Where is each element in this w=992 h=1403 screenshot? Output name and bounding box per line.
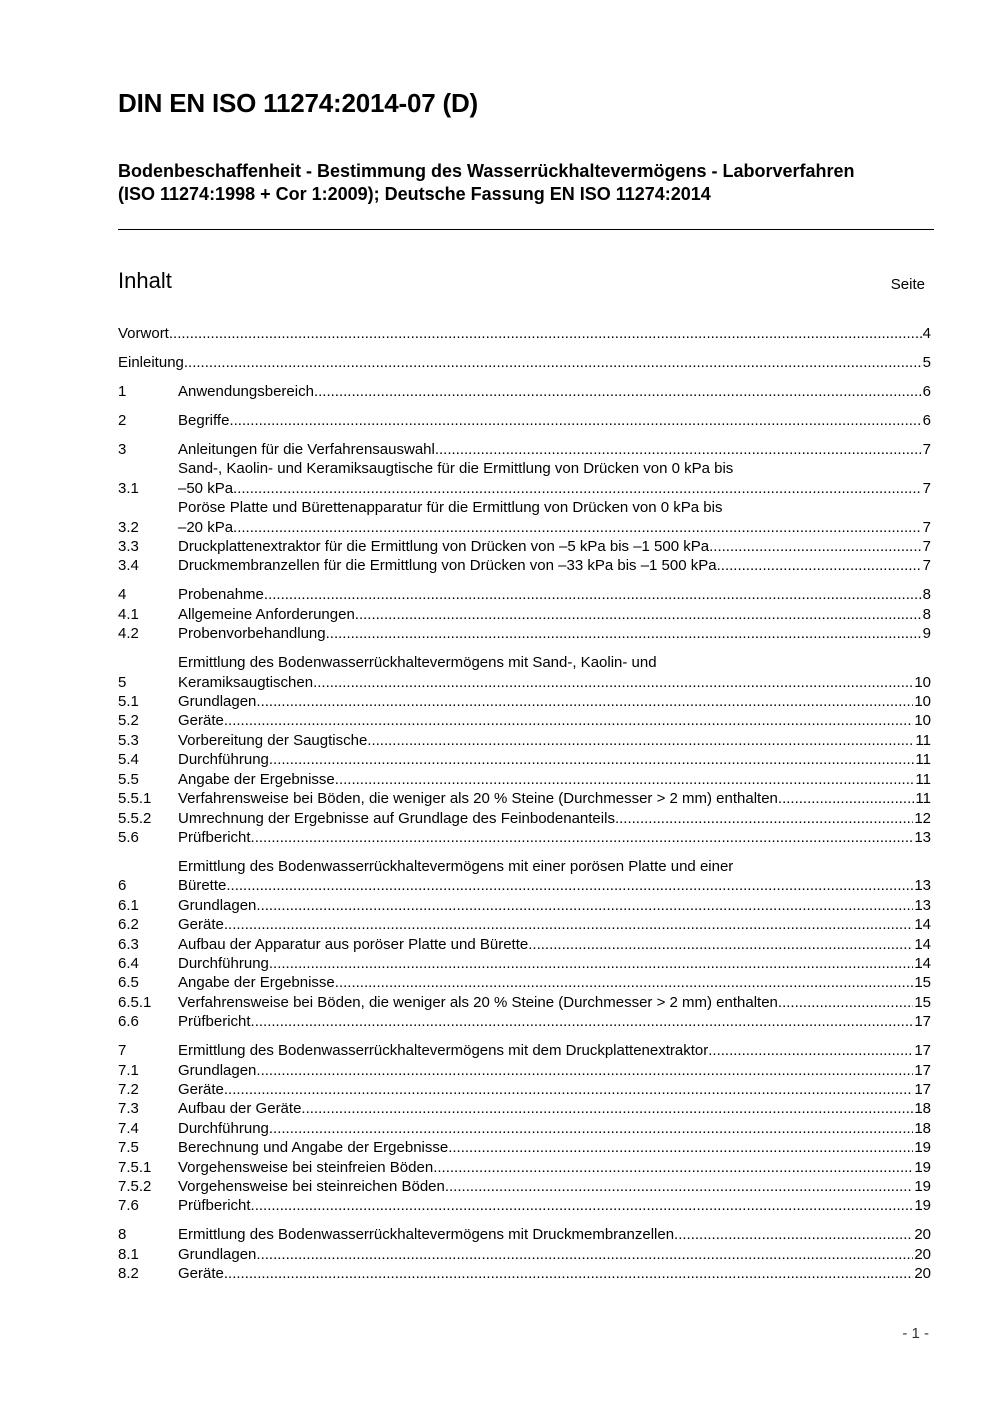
toc-entry-title: Geräte	[178, 1265, 224, 1283]
toc-entry-page: 13	[914, 877, 931, 895]
toc-entry-title: Sand-, Kaolin- und Keramiksaugtische für die Ermittlung von Drücken von 0 kPa bis	[178, 460, 734, 478]
toc-entry[interactable]	[118, 382, 931, 401]
toc-entry-page: 11	[915, 751, 931, 769]
toc-entry-number: 6.5.1	[118, 993, 152, 1011]
toc-entry-title-continued: –50 kPa	[178, 479, 234, 497]
toc-entry-title-continued: Keramiksaugtischen	[178, 673, 314, 691]
toc-entry-page: 14	[914, 954, 931, 972]
toc-dot-leader	[448, 1138, 913, 1157]
toc-entry-number: 7.5.1	[118, 1158, 152, 1176]
toc-entry[interactable]	[118, 828, 931, 847]
toc-entry[interactable]	[118, 498, 931, 537]
toc-dot-leader	[224, 1264, 913, 1283]
toc-entry[interactable]	[118, 789, 931, 808]
toc-entry[interactable]	[118, 1138, 931, 1157]
toc-entry-title: Anwendungsbereich	[178, 383, 314, 400]
toc-entry-number: 5.4	[118, 751, 139, 769]
page-number: - 1 -	[902, 1325, 929, 1342]
toc-entry-title: Prüfbericht	[178, 1197, 251, 1215]
toc-entry-title: Aufbau der Apparatur aus poröser Platte und Bürette	[178, 935, 529, 953]
toc-entry-number: 8.2	[118, 1265, 139, 1283]
toc-entry-title: Ermittlung des Bodenwasserrückhaltevermögens mit einer porösen Platte und einer	[178, 857, 734, 875]
toc-entry-page: 7	[922, 518, 931, 536]
toc-dot-leader	[256, 896, 913, 915]
toc-dot-leader	[264, 585, 922, 604]
toc-entry-page: 20	[914, 1245, 931, 1263]
toc-entry-number: 3.1	[118, 479, 139, 497]
toc-entry[interactable]	[118, 1099, 931, 1118]
toc-dot-leader	[313, 673, 913, 692]
toc-entry-page: 7	[922, 441, 931, 458]
toc-dot-leader	[233, 479, 922, 498]
toc-entry-number: 6	[118, 877, 127, 895]
toc-entry-page: 9	[922, 625, 931, 643]
toc-dot-leader	[269, 954, 913, 973]
toc-entry-number: 6.5	[118, 974, 139, 992]
toc-entry-number: 5.6	[118, 828, 139, 846]
toc-entry-number: 6.1	[118, 896, 139, 914]
toc-dot-leader	[226, 876, 913, 895]
toc-entry-number: 1	[118, 383, 127, 400]
toc-entry[interactable]	[118, 1264, 931, 1283]
toc-page-column-heading: Seite	[890, 276, 925, 293]
toc-entry-number: 7.5.2	[118, 1178, 152, 1195]
toc-entry-number: 4.1	[118, 605, 139, 623]
toc-entry-page: 7	[922, 479, 931, 497]
toc-entry-number: 3.3	[118, 538, 139, 556]
toc-entry-page: 7	[922, 538, 931, 556]
toc-entry-page: 19	[914, 1197, 931, 1215]
toc-dot-leader	[256, 1061, 913, 1080]
toc-dot-leader	[184, 353, 922, 372]
toc-entry-title: Angabe der Ergebnisse	[178, 770, 335, 788]
toc-heading: Inhalt	[118, 268, 172, 293]
toc-dot-leader	[326, 624, 922, 643]
toc-dot-leader	[355, 605, 922, 624]
toc-entry[interactable]	[118, 1177, 931, 1196]
toc-entry-number: 4	[118, 586, 127, 604]
toc-dot-leader	[224, 1080, 913, 1099]
toc-entry-title: Verfahrensweise bei Böden, die weniger als 20 % Steine (Durchmesser > 2 mm) enthalten	[178, 993, 778, 1011]
toc-entry-number: 7.2	[118, 1080, 139, 1098]
toc-entry-title: Durchführung	[178, 1119, 269, 1137]
toc-entry-page: 15	[914, 974, 931, 992]
toc-entry[interactable]	[118, 770, 931, 789]
toc-entry-number: 3.2	[118, 518, 139, 536]
toc-entry[interactable]	[118, 935, 931, 954]
toc-entry-number: 6.3	[118, 935, 139, 953]
toc-entry[interactable]	[118, 692, 931, 711]
toc-entry-page: 14	[914, 935, 931, 953]
toc-entry-number: 5.2	[118, 712, 139, 730]
toc-entry-title-continued: –20 kPa	[178, 518, 234, 536]
toc-entry[interactable]	[118, 750, 931, 769]
toc-entry[interactable]	[118, 353, 931, 372]
title-divider	[118, 229, 934, 230]
toc-dot-leader	[314, 382, 922, 401]
toc-entry-title: Ermittlung des Bodenwasserrückhaltevermögens mit dem Druckplattenextraktor	[178, 1042, 709, 1060]
toc-dot-leader	[674, 1225, 913, 1244]
toc-entry[interactable]	[118, 653, 931, 692]
toc-entry-page: 11	[915, 790, 931, 808]
toc-entry[interactable]	[118, 1225, 931, 1244]
toc-entry-number: 5.1	[118, 693, 139, 711]
toc-entry-number: 5.5.2	[118, 809, 152, 827]
toc-entry-number: 5	[118, 673, 127, 691]
toc-entry-title: Poröse Platte und Bürettenapparatur für die Ermittlung von Drücken von 0 kPa bis	[178, 499, 723, 517]
toc-entry-title: Einleitung	[118, 354, 184, 371]
toc-entry[interactable]	[118, 624, 931, 643]
toc-entry-page: 17	[914, 1042, 931, 1060]
toc-entry[interactable]	[118, 440, 931, 459]
toc-entry-page: 20	[914, 1265, 931, 1283]
toc-entry-page: 17	[914, 1013, 931, 1031]
toc-entry[interactable]	[118, 605, 931, 624]
toc-dot-leader	[169, 324, 922, 343]
toc-entry-number: 7.5	[118, 1139, 139, 1157]
toc-entry-title: Durchführung	[178, 751, 269, 769]
toc-entry-title: Probenvorbehandlung	[178, 625, 326, 643]
toc-entry-number: 6.4	[118, 954, 139, 972]
toc-entry[interactable]	[118, 585, 931, 604]
toc-entry-title: Ermittlung des Bodenwasserrückhaltevermögens mit Sand-, Kaolin- und	[178, 654, 657, 672]
toc-entry-title: Anleitungen für die Verfahrensauswahl	[178, 441, 435, 458]
toc-entry[interactable]	[118, 973, 931, 992]
toc-entry[interactable]	[118, 324, 931, 343]
toc-entry-page: 15	[914, 993, 931, 1011]
toc-entry-title: Vorgehensweise bei steinreichen Böden	[178, 1178, 445, 1195]
toc-entry-title: Geräte	[178, 916, 224, 934]
toc-entry-title: Verfahrensweise bei Böden, die weniger als 20 % Steine (Durchmesser > 2 mm) enthalten	[178, 790, 778, 808]
toc-entry-page: 10	[914, 693, 931, 711]
toc-entry-page: 8	[922, 586, 931, 604]
toc-entry-number: 7.4	[118, 1119, 139, 1137]
toc-dot-leader	[301, 1099, 913, 1118]
toc-entry[interactable]	[118, 809, 931, 828]
toc-entry-page: 5	[922, 354, 931, 371]
toc-entry-page: 17	[914, 1061, 931, 1079]
toc-dot-leader	[256, 692, 913, 711]
toc-dot-leader	[335, 770, 915, 789]
toc-entry-title: Vorgehensweise bei steinfreien Böden	[178, 1158, 434, 1176]
toc-dot-leader	[445, 1177, 913, 1196]
toc-dot-leader	[778, 993, 913, 1012]
toc-dot-leader	[224, 915, 913, 934]
toc-entry-number: 4.2	[118, 625, 139, 643]
toc-entry-title: Prüfbericht	[178, 828, 251, 846]
toc-entry-title: Grundlagen	[178, 896, 257, 914]
toc-entry-number: 5.5.1	[118, 790, 152, 808]
toc-entry-page: 6	[922, 412, 931, 429]
toc-entry[interactable]	[118, 857, 931, 896]
toc-entry-title: Angabe der Ergebnisse	[178, 974, 335, 992]
toc-entry-title: Durchführung	[178, 954, 269, 972]
toc-entry-number: 6.2	[118, 916, 139, 934]
toc-entry-page: 19	[914, 1158, 931, 1176]
toc-entry[interactable]	[118, 556, 931, 575]
toc-entry-title: Begriffe	[178, 412, 230, 429]
toc-entry-title: Geräte	[178, 1080, 224, 1098]
toc-dot-leader	[335, 973, 914, 992]
toc-entry-title: Grundlagen	[178, 1245, 257, 1263]
toc-entry-page: 4	[922, 325, 931, 342]
toc-entry-number: 7	[118, 1042, 127, 1060]
toc-entry-number: 5.3	[118, 731, 139, 749]
toc-dot-leader	[269, 750, 915, 769]
toc-dot-leader	[528, 935, 913, 954]
toc-entry-title: Berechnung und Angabe der Ergebnisse	[178, 1139, 449, 1157]
toc-entry-page: 11	[915, 770, 931, 788]
toc-entry-page: 13	[914, 896, 931, 914]
toc-entry-title-continued: Bürette	[178, 877, 227, 895]
toc-dot-leader	[229, 411, 921, 430]
toc-dot-leader	[233, 518, 922, 537]
toc-entry-title: Vorwort	[118, 325, 169, 342]
toc-entry-page: 19	[914, 1139, 931, 1157]
toc-entry[interactable]	[118, 1080, 931, 1099]
toc-entry-number: 7.3	[118, 1100, 139, 1118]
toc-dot-leader	[269, 1119, 913, 1138]
toc-dot-leader	[367, 731, 914, 750]
toc-entry[interactable]	[118, 1119, 931, 1138]
toc-entry-page: 20	[914, 1226, 931, 1244]
toc-entry[interactable]	[118, 537, 931, 556]
toc-entry[interactable]	[118, 1245, 931, 1264]
toc-entry-title: Grundlagen	[178, 693, 257, 711]
toc-entry-page: 17	[914, 1080, 931, 1098]
toc-entry-title: Umrechnung der Ergebnisse auf Grundlage des Feinbodenanteils	[178, 809, 615, 827]
toc-dot-leader	[778, 789, 915, 808]
toc-entry-number: 3.4	[118, 557, 139, 575]
toc-entry-number: 8.1	[118, 1245, 139, 1263]
toc-entry[interactable]	[118, 1041, 931, 1060]
toc-entry-number: 5.5	[118, 770, 139, 788]
toc-dot-leader	[433, 1158, 913, 1177]
document-title: DIN EN ISO 11274:2014-07 (D)	[118, 88, 479, 118]
toc-entry-page: 8	[922, 605, 931, 623]
toc-entry[interactable]	[118, 1158, 931, 1177]
toc-dot-leader	[435, 440, 922, 459]
toc-entry-title: Druckplattenextraktor für die Ermittlung von Drücken von –5 kPa bis –1 500 kPa	[178, 538, 710, 556]
toc-entry-title: Grundlagen	[178, 1061, 257, 1079]
toc-entry[interactable]	[118, 731, 931, 750]
toc-entry-page: 18	[914, 1119, 931, 1137]
toc-entry-page: 11	[915, 731, 931, 749]
toc-entry-title: Prüfbericht	[178, 1013, 251, 1031]
table-of-contents	[118, 324, 931, 1284]
toc-entry-page: 12	[914, 809, 931, 827]
toc-dot-leader	[709, 537, 922, 556]
toc-dot-leader	[251, 828, 914, 847]
toc-entry-page: 10	[914, 712, 931, 730]
toc-dot-leader	[708, 1041, 913, 1060]
toc-entry-page: 10	[914, 673, 931, 691]
toc-entry-number: 7.6	[118, 1197, 139, 1215]
toc-entry[interactable]	[118, 459, 931, 498]
toc-dot-leader	[256, 1245, 913, 1264]
toc-entry[interactable]	[118, 711, 931, 730]
toc-dot-leader	[251, 1196, 914, 1215]
toc-entry[interactable]	[118, 1196, 931, 1215]
toc-entry[interactable]	[118, 1061, 931, 1080]
toc-entry-page: 7	[922, 557, 931, 575]
toc-entry-page: 14	[914, 916, 931, 934]
toc-entry[interactable]	[118, 896, 931, 915]
toc-entry-number: 2	[118, 412, 127, 429]
toc-entry-title: Druckmembranzellen für die Ermittlung von Drücken von –33 kPa bis –1 500 kPa	[178, 557, 717, 575]
toc-entry-title: Geräte	[178, 712, 224, 730]
toc-entry-page: 6	[922, 383, 931, 400]
toc-entry-title: Ermittlung des Bodenwasserrückhaltevermögens mit Druckmembranzellen	[178, 1226, 675, 1244]
toc-entry[interactable]	[118, 915, 931, 934]
toc-entry-title: Aufbau der Geräte	[178, 1100, 302, 1118]
toc-entry-number: 7.1	[118, 1061, 139, 1079]
toc-dot-leader	[224, 711, 913, 730]
toc-entry-page: 18	[914, 1100, 931, 1118]
toc-dot-leader	[251, 1012, 914, 1031]
toc-entry-title: Allgemeine Anforderungen	[178, 605, 355, 623]
toc-entry-title: Probenahme	[178, 586, 264, 604]
toc-entry[interactable]	[118, 411, 931, 430]
toc-dot-leader	[717, 556, 922, 575]
toc-entry[interactable]	[118, 1012, 931, 1031]
toc-entry[interactable]	[118, 993, 931, 1012]
toc-entry-number: 8	[118, 1226, 127, 1244]
toc-dot-leader	[615, 809, 913, 828]
toc-entry-title: Vorbereitung der Saugtische	[178, 731, 368, 749]
toc-entry-page: 13	[914, 828, 931, 846]
document-subtitle: Bodenbeschaffenheit - Bestimmung des Wasserrückhaltevermögens - Laborverfahren (ISO 11274:1998 + Cor 1:2009); Deutsche Fassung EN ISO 11274:2014	[118, 161, 855, 204]
toc-entry-page: 19	[914, 1178, 931, 1195]
toc-entry[interactable]	[118, 954, 931, 973]
toc-entry-number: 6.6	[118, 1013, 139, 1031]
toc-entry-number: 3	[118, 441, 127, 458]
